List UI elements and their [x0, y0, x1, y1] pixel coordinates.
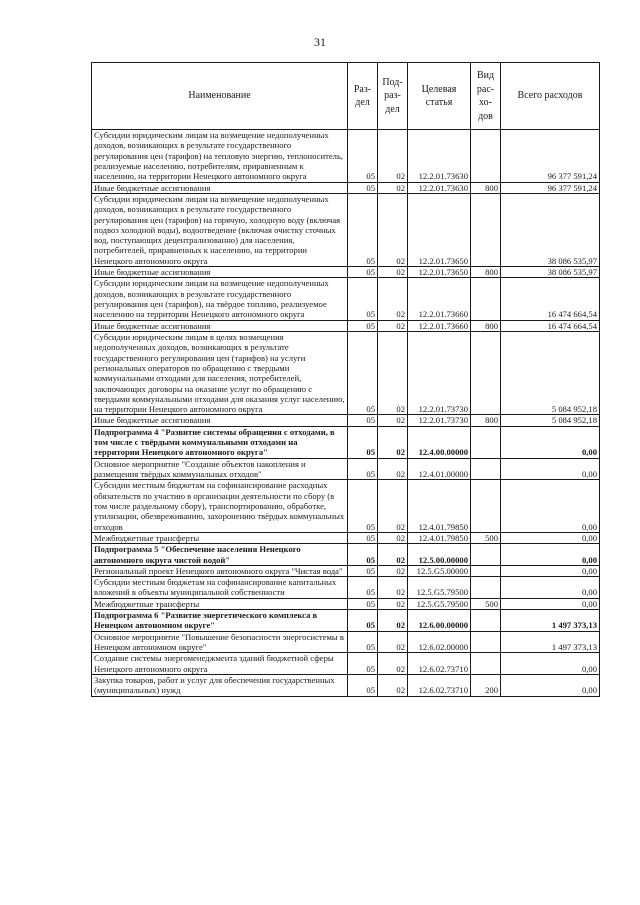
table-row: [92, 653, 600, 675]
row-razdel: 05: [348, 544, 378, 566]
header-vid: Вид рас- хо- дов: [471, 63, 501, 130]
row-vid: [471, 565, 501, 576]
row-vid: [471, 610, 501, 632]
row-razdel: 05: [348, 565, 378, 576]
row-total: 1 497 373,13: [501, 631, 600, 653]
table-row: [92, 631, 600, 653]
row-total: 0,00: [501, 426, 600, 458]
row-total: 0,00: [501, 544, 600, 566]
row-podrazdel: 02: [378, 577, 408, 599]
row-total: 38 086 535,97: [501, 267, 600, 278]
row-podrazdel: 02: [378, 631, 408, 653]
row-celevaya: 12.4.01.79850: [408, 480, 471, 533]
row-total: 96 377 591,24: [501, 130, 600, 183]
row-celevaya: 12.6.02.73710: [408, 653, 471, 675]
row-razdel: 05: [348, 331, 378, 415]
row-podrazdel: 02: [378, 598, 408, 609]
row-celevaya: 12.4.01.00000: [408, 458, 471, 480]
row-podrazdel: 02: [378, 532, 408, 543]
row-podrazdel: 02: [378, 565, 408, 576]
row-total: 38 086 535,97: [501, 193, 600, 266]
header-celevaya: Целевая статья: [408, 63, 471, 130]
row-razdel: 05: [348, 631, 378, 653]
row-razdel: 05: [348, 598, 378, 609]
row-celevaya: 12.2.01.73730: [408, 415, 471, 426]
row-vid: 800: [471, 320, 501, 331]
row-total: 0,00: [501, 458, 600, 480]
row-vid: 500: [471, 598, 501, 609]
row-podrazdel: 02: [378, 320, 408, 331]
row-name: Основное мероприятие "Повышение безопасности энергосистемы в Ненецком автономном округе": [92, 631, 348, 653]
row-celevaya: 12.5.G5.79500: [408, 598, 471, 609]
row-razdel: 05: [348, 130, 378, 183]
table-row: [92, 130, 600, 183]
row-total: 0,00: [501, 532, 600, 543]
row-vid: 500: [471, 532, 501, 543]
row-name: Подпрограмма 5 "Обеспечение населения Ненецкого автономного округа чистой водой": [92, 544, 348, 566]
row-vid: [471, 480, 501, 533]
row-total: 0,00: [501, 653, 600, 675]
table-row: [92, 610, 600, 632]
row-total: 0,00: [501, 480, 600, 533]
row-name: Субсидии юридическим лицам на возмещение недополученных доходов, возникающих в результате государственного регулирования цен (тарифов) на горячую, холодную воду (включая подвоз холодной воды), водоотведение (включая очистку сточных вод, поступающих децентрализованно) для населения, потребителей, приравненных к населению, на территории Ненецкого автономного округа: [92, 193, 348, 266]
row-razdel: 05: [348, 278, 378, 320]
row-podrazdel: 02: [378, 426, 408, 458]
page-number: 31: [314, 35, 326, 49]
table-row: [92, 320, 600, 331]
row-celevaya: 12.2.01.73630: [408, 130, 471, 183]
row-celevaya: 12.2.01.73650: [408, 193, 471, 266]
row-name: Создание системы энергоменеджмента зданий бюджетной сферы Ненецкого автономного округа: [92, 653, 348, 675]
row-celevaya: 12.2.01.73630: [408, 182, 471, 193]
row-name: Субсидии юридическим лицам на возмещение недополученных доходов, возникающих в результате государственного регулирования цен (тарифов) на тепловую энергию, теплоноситель, реализуемые населению, потребителям, приравненным к населению, на территории Ненецкого автономного округа: [92, 130, 348, 183]
table-header-row: [92, 63, 600, 130]
row-podrazdel: 02: [378, 331, 408, 415]
row-celevaya: 12.6.02.00000: [408, 631, 471, 653]
row-razdel: 05: [348, 415, 378, 426]
row-name: Субсидии местным бюджетам на софинансирование расходных обязательств по участию в организации деятельности по сбору (в том числе раздельному сбору), транспортированию, обработке, утилизации, обезвреживанию, захоронению твёрдых коммунальных отходов: [92, 480, 348, 533]
table-row: [92, 577, 600, 599]
row-podrazdel: 02: [378, 544, 408, 566]
row-name: Региональный проект Ненецкого автономного округа "Чистая вода": [92, 565, 348, 576]
table-row: [92, 598, 600, 609]
row-razdel: 05: [348, 267, 378, 278]
row-name: Межбюджетные трансферты: [92, 532, 348, 543]
row-vid: [471, 577, 501, 599]
row-podrazdel: 02: [378, 415, 408, 426]
table-row: [92, 532, 600, 543]
row-razdel: 05: [348, 320, 378, 331]
row-name: Основное мероприятие "Создание объектов накопления и размещения твёрдых коммунальных отходов": [92, 458, 348, 480]
row-vid: [471, 331, 501, 415]
row-celevaya: 12.2.01.73660: [408, 320, 471, 331]
row-celevaya: 12.5.G5.79500: [408, 577, 471, 599]
row-razdel: 05: [348, 480, 378, 533]
row-celevaya: 12.5.G5.00000: [408, 565, 471, 576]
row-celevaya: 12.2.01.73650: [408, 267, 471, 278]
header-podrazdel: Под- раз- дел: [378, 63, 408, 130]
row-total: 5 084 952,18: [501, 415, 600, 426]
row-total: 0,00: [501, 565, 600, 576]
table-row: [92, 193, 600, 266]
row-total: 5 084 952,18: [501, 331, 600, 415]
row-razdel: 05: [348, 182, 378, 193]
row-total: 0,00: [501, 577, 600, 599]
table-row: [92, 458, 600, 480]
table-row: [92, 426, 600, 458]
row-name: Иные бюджетные ассигнования: [92, 320, 348, 331]
row-razdel: 05: [348, 193, 378, 266]
row-vid: [471, 426, 501, 458]
row-podrazdel: 02: [378, 130, 408, 183]
row-total: 0,00: [501, 598, 600, 609]
row-vid: 800: [471, 267, 501, 278]
row-vid: 800: [471, 182, 501, 193]
row-podrazdel: 02: [378, 458, 408, 480]
row-celevaya: 12.2.01.73730: [408, 331, 471, 415]
table-row: [92, 182, 600, 193]
row-celevaya: 12.4.01.79850: [408, 532, 471, 543]
row-podrazdel: 02: [378, 182, 408, 193]
table-row: [92, 674, 600, 696]
row-total: 1 497 373,13: [501, 610, 600, 632]
row-total: 96 377 591,24: [501, 182, 600, 193]
row-name: Иные бюджетные ассигнования: [92, 267, 348, 278]
row-vid: 200: [471, 674, 501, 696]
row-vid: [471, 278, 501, 320]
table-row: [92, 480, 600, 533]
row-razdel: 05: [348, 674, 378, 696]
row-podrazdel: 02: [378, 278, 408, 320]
table-row: [92, 278, 600, 320]
row-razdel: 05: [348, 577, 378, 599]
row-name: Иные бюджетные ассигнования: [92, 182, 348, 193]
row-podrazdel: 02: [378, 610, 408, 632]
row-name: Подпрограмма 6 "Развитие энергетического комплекса в Ненецком автономном округе": [92, 610, 348, 632]
row-podrazdel: 02: [378, 653, 408, 675]
row-vid: [471, 130, 501, 183]
row-total: 16 474 664,54: [501, 320, 600, 331]
row-podrazdel: 02: [378, 193, 408, 266]
row-name: Субсидии местным бюджетам на софинансирование капитальных вложений в объекты муниципальной собственности: [92, 577, 348, 599]
row-vid: [471, 458, 501, 480]
table-row: [92, 415, 600, 426]
table-row: [92, 267, 600, 278]
table-row: [92, 565, 600, 576]
row-name: Подпрограмма 4 "Развитие системы обращения с отходами, в том числе с твёрдыми коммунальными отходами на территории Ненецкого автономного округа": [92, 426, 348, 458]
row-razdel: 05: [348, 610, 378, 632]
row-celevaya: 12.5.00.00000: [408, 544, 471, 566]
row-podrazdel: 02: [378, 674, 408, 696]
row-name: Субсидии юридическим лицам на возмещение недополученных доходов, возникающих в результате государственного регулирования цен (тарифов), на твёрдое топливо, реализуемое населению на территории Ненецкого автономного округа: [92, 278, 348, 320]
row-vid: [471, 653, 501, 675]
row-vid: [471, 631, 501, 653]
row-vid: 800: [471, 415, 501, 426]
budget-table: [91, 62, 600, 697]
row-podrazdel: 02: [378, 267, 408, 278]
header-total: Всего расходов: [501, 63, 600, 130]
row-name: Субсидии юридическим лицам в целях возмещения недополученных доходов, возникающих в результате государственного регулирования цен (тарифов) на услуги региональных операторов по обращению с твердыми коммунальными отходами для населения, потребителей, заключающих договоры на оказание услуг по обращению с твердыми коммунальными отходами для оказания услуг населению, на территории Ненецкого автономного округа: [92, 331, 348, 415]
row-razdel: 05: [348, 532, 378, 543]
row-vid: [471, 193, 501, 266]
row-name: Иные бюджетные ассигнования: [92, 415, 348, 426]
row-celevaya: 12.4.00.00000: [408, 426, 471, 458]
row-podrazdel: 02: [378, 480, 408, 533]
row-name: Межбюджетные трансферты: [92, 598, 348, 609]
row-celevaya: 12.6.02.73710: [408, 674, 471, 696]
row-total: 16 474 664,54: [501, 278, 600, 320]
table-row: [92, 331, 600, 415]
row-total: 0,00: [501, 674, 600, 696]
row-celevaya: 12.2.01.73660: [408, 278, 471, 320]
table-row: [92, 544, 600, 566]
header-name: Наименование: [92, 63, 348, 130]
row-razdel: 05: [348, 426, 378, 458]
row-razdel: 05: [348, 653, 378, 675]
row-razdel: 05: [348, 458, 378, 480]
row-name: Закупка товаров, работ и услуг для обеспечения государственных (муниципальных) нужд: [92, 674, 348, 696]
row-celevaya: 12.6.00.00000: [408, 610, 471, 632]
header-razdel: Раз- дел: [348, 63, 378, 130]
row-vid: [471, 544, 501, 566]
